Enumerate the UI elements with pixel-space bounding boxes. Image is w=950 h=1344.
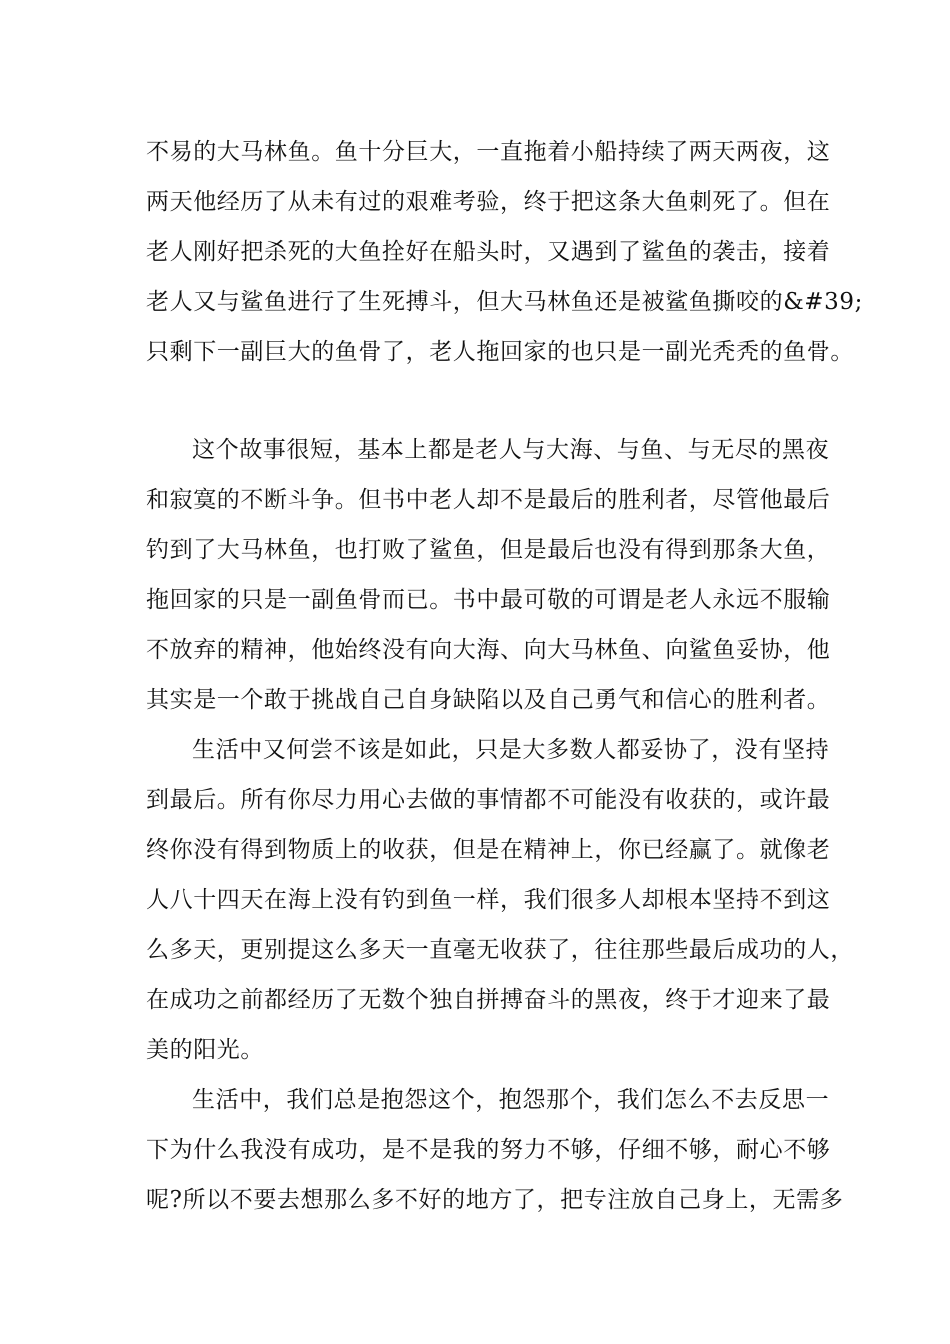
paragraph-4-line-1: 生活中，我们总是抱怨这个，抱怨那个，我们怎么不去反思一	[192, 1087, 830, 1113]
paragraph-1-line-5: 只剩下一副巨大的鱼骨了，老人拖回家的也只是一副光秃秃的鱼骨。	[146, 339, 854, 365]
paragraph-3-line-4: 人八十四天在海上没有钓到鱼一样，我们很多人却根本坚持不到这	[146, 887, 831, 913]
paragraph-2-line-5: 不放弃的精神，他始终没有向大海、向大马林鱼、向鲨鱼妥协，他	[146, 637, 831, 663]
paragraph-1-line-1: 不易的大马林鱼。鱼十分巨大，一直拖着小船持续了两天两夜，这	[146, 139, 831, 165]
paragraph-2-line-2: 和寂寞的不断斗争。但书中老人却不是最后的胜利者，尽管他最后	[146, 487, 831, 513]
paragraph-3-line-6: 在成功之前都经历了无数个独自拼搏奋斗的黑夜，终于才迎来了最	[146, 987, 831, 1013]
paragraph-1-line-3: 老人刚好把杀死的大鱼拴好在船头时，又遇到了鲨鱼的袭击，接着	[146, 239, 831, 265]
paragraph-2-line-4: 拖回家的只是一副鱼骨而已。书中最可敬的可谓是老人永远不服输	[146, 587, 831, 613]
paragraph-2-line-1: 这个故事很短，基本上都是老人与大海、与鱼、与无尽的黑夜	[192, 437, 830, 463]
paragraph-3-line-3: 终你没有得到物质上的收获，但是在精神上，你已经赢了。就像老	[146, 837, 831, 863]
paragraph-3-line-2: 到最后。所有你尽力用心去做的事情都不可能没有收获的，或许最	[146, 787, 831, 813]
paragraph-3-line-1: 生活中又何尝不该是如此，只是大多数人都妥协了，没有坚持	[192, 737, 830, 763]
paragraph-4-line-2: 下为什么我没有成功，是不是我的努力不够，仔细不够，耐心不够	[146, 1137, 831, 1163]
paragraph-2-line-6: 其实是一个敢于挑战自己自身缺陷以及自己勇气和信心的胜利者。	[146, 687, 831, 713]
paragraph-1-line-2: 两天他经历了从未有过的艰难考验，终于把这条大鱼刺死了。但在	[146, 189, 831, 215]
paragraph-4-line-3: 呢?所以不要去想那么多不好的地方了，把专注放自己身上，无需多	[146, 1187, 844, 1213]
paragraph-3-line-7: 美的阳光。	[146, 1037, 264, 1063]
paragraph-3-line-5: 么多天，更别提这么多天一直毫无收获了，往往那些最后成功的人，	[146, 937, 854, 963]
paragraph-1-line-4: 老人又与鲨鱼进行了生死搏斗，但大马林鱼还是被鲨鱼撕咬的&#39;	[146, 289, 863, 315]
paragraph-2-line-3: 钓到了大马林鱼，也打败了鲨鱼，但是最后也没有得到那条大鱼，	[146, 537, 831, 563]
